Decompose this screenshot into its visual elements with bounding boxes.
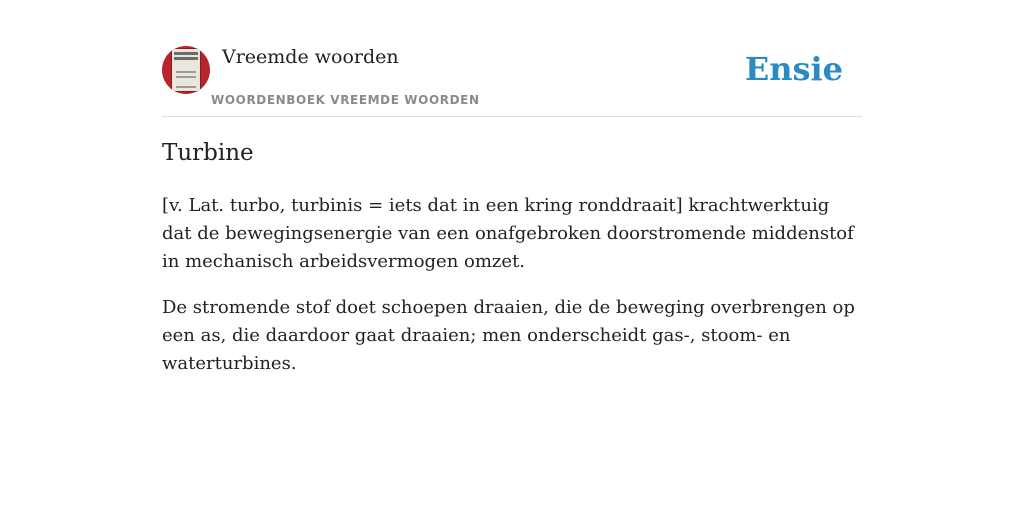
entry-term: Turbine xyxy=(162,140,254,166)
definition-paragraph: De stromende stof doet schoepen draaien, die de beweging overbrengen op een as, die daardoor gaat draaien; men onderscheidt gas-, stoom- en waterturbines. xyxy=(162,297,855,374)
ensie-logo[interactable]: Ensie xyxy=(744,50,843,88)
definition-paragraph: [v. Lat. turbo, turbinis = iets dat in een kring ronddraait] krachtwerktuig dat de bewegingsenergie van een onafgebroken doorstromende middenstof in mechanisch arbeidsvermogen omzet. xyxy=(162,195,854,272)
source-avatar[interactable] xyxy=(162,46,210,94)
entry-definition xyxy=(162,192,862,396)
source-title[interactable]: Vreemde woorden xyxy=(222,46,399,68)
book-cover-icon xyxy=(172,49,200,91)
entry-header xyxy=(162,0,862,117)
source-subtitle: WOORDENBOEK VREEMDE WOORDEN xyxy=(211,93,480,107)
